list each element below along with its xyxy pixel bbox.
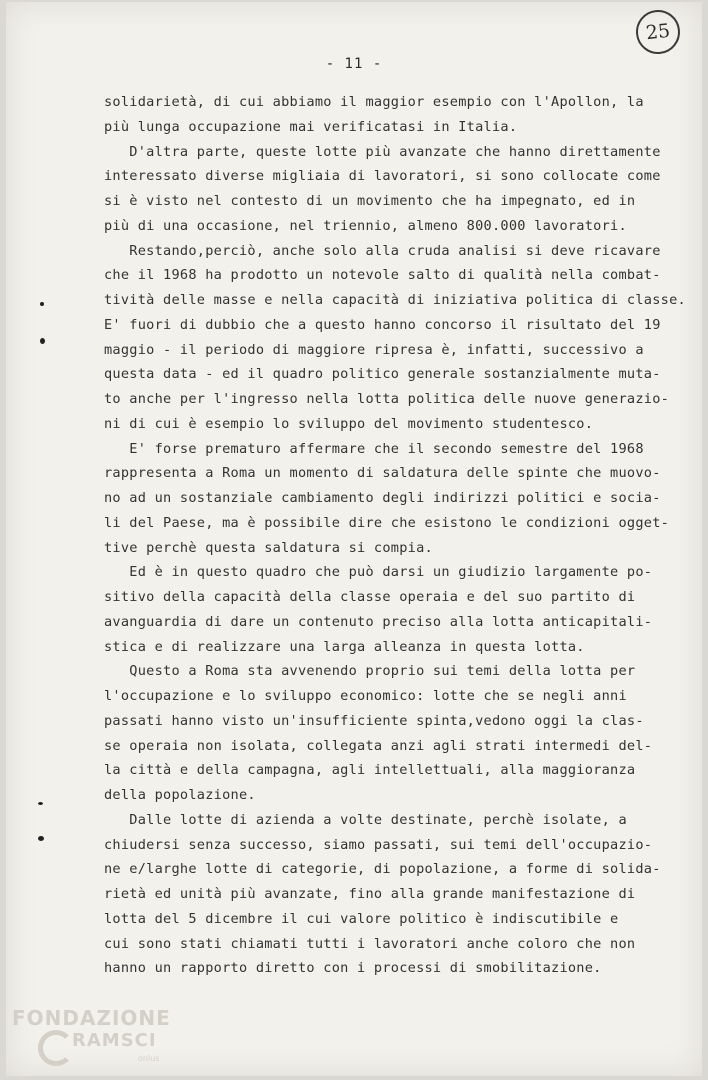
text-line: li del Paese, ma è possibile dire che esistono le condizioni ogget-: [104, 514, 670, 531]
text-line: Dalle lotte di azienda a volte destinate, perchè isolate, a: [104, 811, 627, 828]
text-line: stica e di realizzare una larga alleanza in questa lotta.: [104, 638, 585, 655]
margin-mark: [38, 836, 44, 841]
text-line: ni di cui è esempio lo sviluppo del movimento studentesco.: [104, 415, 594, 432]
margin-mark: [40, 338, 45, 344]
text-line: l'occupazione e lo sviluppo economico: lotte che se negli anni: [104, 688, 627, 704]
text-line: solidarietà, di cui abbiamo il maggior esempio con l'Apollon, la: [104, 94, 644, 110]
text-line: sitivo della capacità della classe operaia e del suo partito di: [104, 589, 636, 605]
text-line: cui sono stati chiamati tutti i lavoratori anche coloro che non: [104, 935, 636, 952]
text-line: più lunga occupazione mai verificatasi in Italia.: [104, 118, 518, 135]
text-line: rappresenta a Roma un momento di saldatura delle spinte che muovo-: [104, 465, 661, 482]
text-line: interessato diverse migliaia di lavoratori, si sono collocate come: [104, 168, 661, 185]
text-line: to anche per l'ingresso nella lotta politica delle nuove generazio-: [104, 391, 670, 407]
text-line: che il 1968 ha prodotto un notevole salto di qualità nella combat-: [104, 267, 661, 284]
watermark-sub: onlus: [138, 1054, 160, 1063]
text-line: chiudersi senza successo, siamo passati, sui temi dell'occupazio-: [104, 836, 653, 853]
document-page: [6, 2, 702, 1076]
text-line: avanguardia di dare un contenuto preciso alla lotta anticapitali-: [104, 613, 653, 630]
text-line: E' forse prematuro affermare che il secondo semestre del 1968: [104, 440, 644, 457]
text-line: no ad un sostanziale cambiamento degli indirizzi politici e socia-: [104, 490, 661, 506]
text-line: lotta del 5 dicembre il cui valore politico è indiscutibile e: [104, 910, 619, 927]
text-line: hanno un rapporto diretto con i processi di smobilitazione.: [104, 960, 602, 977]
text-line: Questo a Roma sta avvenendo proprio sui temi della lotta per: [104, 663, 636, 680]
archive-page-stamp: 25: [634, 8, 682, 56]
text-line: maggio - il periodo di maggiore ripresa è, infatti, successivo a: [104, 341, 644, 358]
watermark-line1: FONDAZIONE: [12, 1006, 171, 1030]
text-line: si è visto nel contesto di un movimento che ha impegnato, ed in: [104, 193, 636, 209]
text-line: rietà ed unità più avanzate, fino alla grande manifestazione di: [104, 886, 636, 902]
text-line: della popolazione.: [104, 787, 256, 803]
margin-mark: [40, 302, 44, 306]
watermark-g-logo-icon: [38, 1030, 74, 1066]
text-line: Restando,perciò, anche solo alla cruda analisi si deve ricavare: [104, 242, 661, 259]
text-line: più di una occasione, nel triennio, almeno 800.000 lavoratori.: [104, 217, 627, 234]
text-line: Ed è in questo quadro che può darsi un giudizio largamente po-: [104, 564, 653, 581]
watermark-line2: RAMSCI: [72, 1030, 157, 1051]
body-text: [104, 90, 686, 981]
text-line: questa data - ed il quadro politico generale sostanzialmente muta-: [104, 366, 661, 383]
text-line: D'altra parte, queste lotte più avanzate che hanno direttamente: [104, 143, 661, 160]
margin-mark: [38, 802, 43, 805]
page-number: - 11 -: [325, 56, 383, 72]
fondazione-gramsci-watermark: [8, 1006, 208, 1070]
text-line: passati hanno visto un'insufficiente spinta,vedono oggi la clas-: [104, 712, 644, 729]
text-line: tive perchè questa saldatura si compia.: [104, 539, 433, 556]
text-line: ne e/larghe lotte di categorie, di popolazione, a forme di solida-: [104, 861, 661, 878]
text-line: tività delle masse e nella capacità di iniziativa politica di classe.: [104, 292, 686, 308]
text-line: E' fuori di dubbio che a questo hanno concorso il risultato del 19: [104, 316, 661, 333]
text-line: la città e della campagna, agli intellettuali, alla maggioranza: [104, 762, 636, 779]
text-line: se operaia non isolata, collegata anzi agli strati intermedi del-: [104, 737, 653, 754]
